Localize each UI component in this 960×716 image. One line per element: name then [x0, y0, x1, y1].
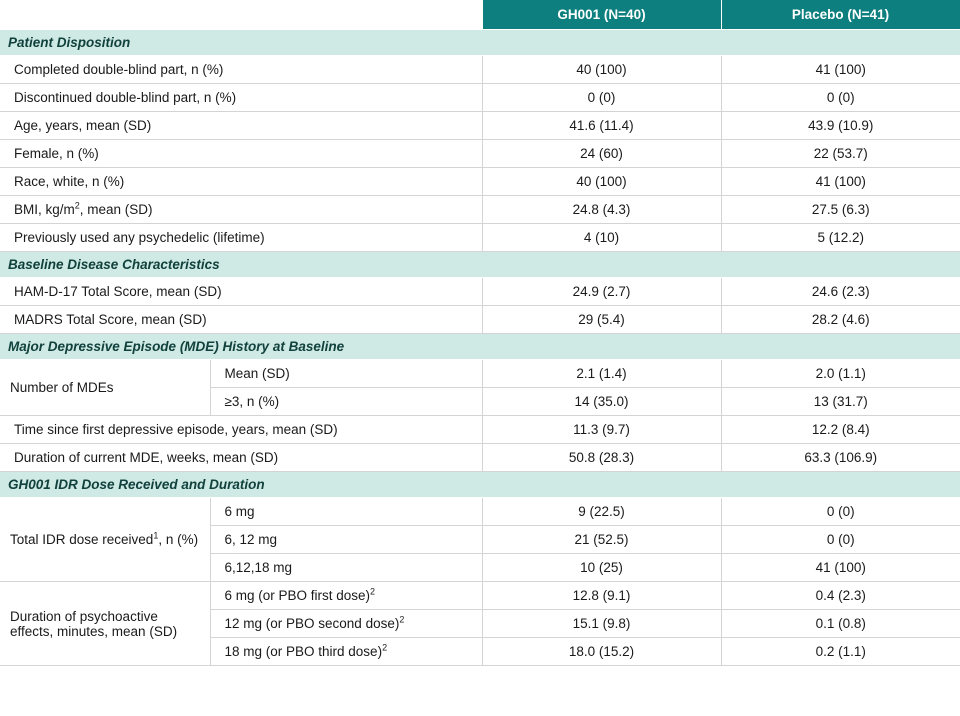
table-row	[0, 582, 960, 610]
section-header-row	[0, 472, 960, 498]
row-label: Duration of psychoactive effects, minutes, mean (SD)	[0, 582, 210, 666]
value-gh001: 41.6 (11.4)	[482, 112, 721, 140]
value-placebo: 13 (31.7)	[721, 388, 960, 416]
value-placebo: 22 (53.7)	[721, 140, 960, 168]
value-placebo: 24.6 (2.3)	[721, 278, 960, 306]
value-gh001: 4 (10)	[482, 224, 721, 252]
value-placebo: 28.2 (4.6)	[721, 306, 960, 334]
table-header-row	[0, 0, 960, 30]
table-row	[0, 196, 960, 224]
row-sublabel: 18 mg (or PBO third dose)$^2$	[210, 638, 482, 666]
section-title: Patient Disposition	[0, 30, 960, 56]
row-label: Completed double-blind part, n (%)	[0, 56, 482, 84]
value-gh001: 0 (0)	[482, 84, 721, 112]
row-sublabel: 12 mg (or PBO second dose)$^2$	[210, 610, 482, 638]
row-label: HAM-D-17 Total Score, mean (SD)	[0, 278, 482, 306]
table-row	[0, 278, 960, 306]
value-gh001: 18.0 (15.2)	[482, 638, 721, 666]
value-placebo: 0.1 (0.8)	[721, 610, 960, 638]
value-placebo: 0 (0)	[721, 84, 960, 112]
value-gh001: 24.9 (2.7)	[482, 278, 721, 306]
table-row	[0, 444, 960, 472]
value-gh001: 40 (100)	[482, 56, 721, 84]
value-placebo: 12.2 (8.4)	[721, 416, 960, 444]
value-placebo: 27.5 (6.3)	[721, 196, 960, 224]
table-row	[0, 360, 960, 388]
value-gh001: 50.8 (28.3)	[482, 444, 721, 472]
row-label: Total IDR dose received$^1$, n (%)	[0, 498, 210, 582]
value-gh001: 11.3 (9.7)	[482, 416, 721, 444]
row-label: Number of MDEs	[0, 360, 210, 416]
value-placebo: 0 (0)	[721, 526, 960, 554]
row-sublabel: ≥3, n (%)	[210, 388, 482, 416]
table-row	[0, 56, 960, 84]
value-placebo: 0.4 (2.3)	[721, 582, 960, 610]
value-placebo: 41 (100)	[721, 56, 960, 84]
value-placebo: 2.0 (1.1)	[721, 360, 960, 388]
value-placebo: 41 (100)	[721, 168, 960, 196]
row-sublabel: 6 mg	[210, 498, 482, 526]
section-title: Baseline Disease Characteristics	[0, 252, 960, 278]
header-blank-cell	[0, 0, 482, 30]
section-header-row	[0, 334, 960, 360]
row-label: Female, n (%)	[0, 140, 482, 168]
table-row	[0, 112, 960, 140]
section-header-row	[0, 30, 960, 56]
section-title: GH001 IDR Dose Received and Duration	[0, 472, 960, 498]
row-sublabel: 6,12,18 mg	[210, 554, 482, 582]
table-row	[0, 498, 960, 526]
value-gh001: 14 (35.0)	[482, 388, 721, 416]
value-placebo: 0 (0)	[721, 498, 960, 526]
row-label: Previously used any psychedelic (lifetime)	[0, 224, 482, 252]
table-row	[0, 140, 960, 168]
row-label: MADRS Total Score, mean (SD)	[0, 306, 482, 334]
value-gh001: 29 (5.4)	[482, 306, 721, 334]
value-gh001: 9 (22.5)	[482, 498, 721, 526]
row-label: Age, years, mean (SD)	[0, 112, 482, 140]
header-arm-gh001: GH001 (N=40)	[482, 0, 721, 30]
row-label: Race, white, n (%)	[0, 168, 482, 196]
header-arm-placebo: Placebo (N=41)	[721, 0, 960, 30]
row-sublabel: 6, 12 mg	[210, 526, 482, 554]
value-gh001: 2.1 (1.4)	[482, 360, 721, 388]
value-placebo: 63.3 (106.9)	[721, 444, 960, 472]
row-label: Discontinued double-blind part, n (%)	[0, 84, 482, 112]
row-label: BMI, $kg/m^2$, mean (SD)	[0, 196, 482, 224]
row-sublabel: Mean (SD)	[210, 360, 482, 388]
value-placebo: 43.9 (10.9)	[721, 112, 960, 140]
row-sublabel: 6 mg (or PBO first dose)$^2$	[210, 582, 482, 610]
value-placebo: 0.2 (1.1)	[721, 638, 960, 666]
row-label: Time since first depressive episode, years, mean (SD)	[0, 416, 482, 444]
value-gh001: 24 (60)	[482, 140, 721, 168]
value-placebo: 5 (12.2)	[721, 224, 960, 252]
table-row	[0, 84, 960, 112]
value-gh001: 21 (52.5)	[482, 526, 721, 554]
value-gh001: 24.8 (4.3)	[482, 196, 721, 224]
value-gh001: 12.8 (9.1)	[482, 582, 721, 610]
row-label: Duration of current MDE, weeks, mean (SD)	[0, 444, 482, 472]
value-gh001: 40 (100)	[482, 168, 721, 196]
section-header-row	[0, 252, 960, 278]
value-gh001: 15.1 (9.8)	[482, 610, 721, 638]
table-row	[0, 168, 960, 196]
table-row	[0, 306, 960, 334]
value-placebo: 41 (100)	[721, 554, 960, 582]
section-title: Major Depressive Episode (MDE) History at Baseline	[0, 334, 960, 360]
table-row	[0, 416, 960, 444]
table-row	[0, 224, 960, 252]
value-gh001: 10 (25)	[482, 554, 721, 582]
